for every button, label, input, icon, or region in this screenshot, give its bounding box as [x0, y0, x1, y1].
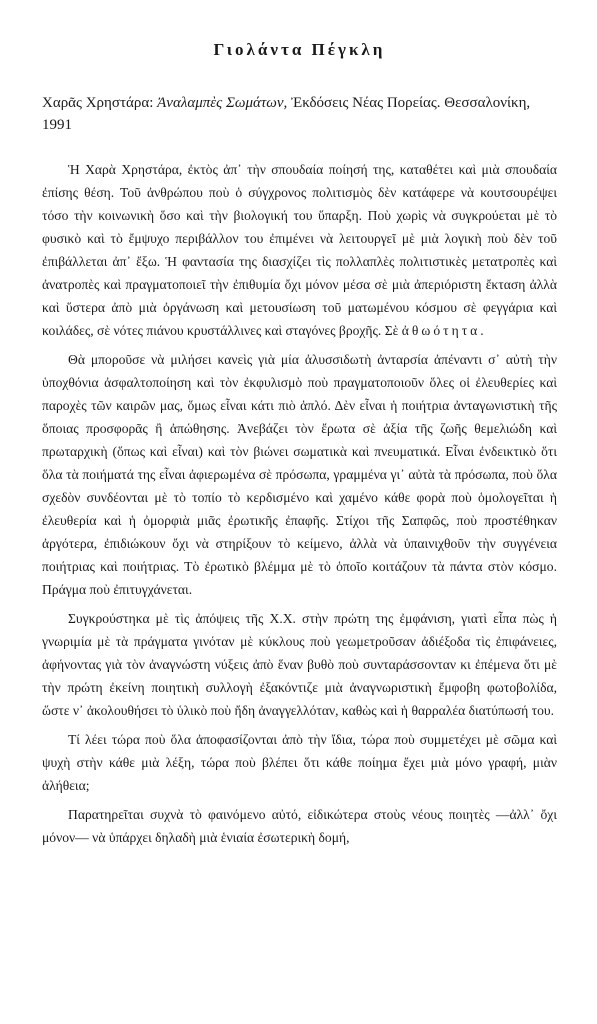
review-body — [42, 158, 557, 849]
paragraph-3: Συγκρούστηκα μὲ τὶς ἀπόψεις τῆς Χ.Χ. στὴν πρώτη της ἐμφάνιση, γιατὶ εἶπα πὼς ἡ γνωριμία μὲ τὰ πράγματα γινόταν μὲ κύκλους ποὺ γεωμετροῦσαν ἀδιέξοδα τὶς ἐπιφάνειες, ἀφήνοντας γιὰ τὸν ἀναγνώστη νύξεις ἀπὸ ἕναν βυθὸ ποὺ συνταράσσονταν κι ἐπέμενα ὅτι μὲ τὴν πρώτη ἐκείνη ποιητικὴ συλλογὴ ἐξακόντιζε μιὰ ἀναγνωριστικὴ ἔμφοβη φωτοβολίδα, ὥστε ν᾿ ἀκολουθήσει τὸ ὑλικὸ ποὺ ἤδη ἀναγγελλόταν, καθὼς καὶ ἡ θαρραλέα διατύπωσή του. — [42, 611, 557, 718]
book-author: Χαρᾶς Χρηστάρα: — [42, 95, 154, 111]
bibliographic-reference — [42, 92, 557, 136]
review-author: Γιολάντα Πέγκλη — [213, 40, 386, 59]
book-title: Ἀναλαμπὲς Σωμάτων, — [157, 95, 288, 111]
emphasis-word: ἀθωότητα. — [401, 323, 487, 338]
book-place-year: Θεσσαλονίκη, 1991 — [42, 95, 531, 133]
paragraph-1-text: Ἡ Χαρὰ Χρηστάρα, ἐκτὸς ἀπ᾿ τὴν σπουδαία ποίησή της, καταθέτει καὶ μιὰ σπουδαία ἐπίσης θέση. Τοῦ ἀνθρώπου ποὺ ὁ σύγχρονος πολιτισμὸς δὲν κατάφερε νὰ κουτσουρέψει τόσο τὴν κοινωνικὴ ὅσο καὶ τὴν βιολογική του ὕπαρξη. Ποὺ χωρὶς νὰ συγκρούεται μὲ τὸ φυσικὸ καὶ τὸ ἔμψυχο περιβάλλον του ἐπιμένει νὰ λειτουργεῖ μὲ μιὰ λογικὴ ποὺ δὲν τοῦ ἐπιβάλλεται ἀπ᾿ ἔξω. Ἡ φαντασία της διασχίζει τὶς πολλαπλὲς πολιτιστικὲς μετατροπὲς καὶ ἀνατροπὲς καὶ πραγματοποιεῖ τὴν ἐπιθυμία ὄχι μόνον μέσα σὲ μιὰ ἀπεριόριστη ἔκταση ἀλλὰ καὶ ὕστερα ἀπὸ μιὰ ὀργάνωση καὶ μετουσίωση τοῦ ματωμένου κόσμου σὲ φεγγάρια καὶ κοιλάδες, σὲ νότες πιάνου κρυστάλλινες καὶ σταγόνες βροχῆς. Σὲ — [42, 162, 557, 338]
paragraph-1 — [42, 158, 557, 342]
book-page — [42, 40, 557, 855]
book-publisher: Ἐκδόσεις Νέας Πορείας. — [291, 95, 441, 111]
paragraph-5: Παρατηρεῖται συχνὰ τὸ φαινόμενο αὐτό, εἰδικώτερα στοὺς νέους ποιητὲς —ἀλλ᾿ ὄχι μόνον— νὰ ὑπάρχει δηλαδὴ μιὰ ἑνιαία ἐσωτερικὴ δομή, — [42, 807, 557, 845]
paragraph-4: Τί λέει τώρα ποὺ ὅλα ἀποφασίζονται ἀπὸ τὴν ἴδια, τώρα ποὺ συμμετέχει μὲ σῶμα καὶ ψυχὴ στὴν κάθε μιὰ λέξη, τώρα ποὺ βλέπει ὅτι κάθε ποίημα ἔχει μιὰ μόνο γραφή, μιὰν ἀλήθεια; — [42, 732, 557, 793]
paragraph-2: Θὰ μποροῦσε νὰ μιλήσει κανεὶς γιὰ μία ἀλυσσιδωτὴ ἀνταρσία ἀπέναντι σ᾿ αὐτὴ τὴν ὑποχθόνια ἀσφαλτοποίηση καὶ τὸν ἐκφυλισμὸ ποὺ πραγματοποιοῦν ὅλες οἱ ἐλευθερίες καὶ παροχὲς τῶν καιρῶν μας, ὅμως εἶναι κάτι πιὸ ἁπλό. Δὲν εἶναι ἡ ποιήτρια ἀνταγωνιστικὴ τῆς ὅποιας προσφορᾶς ἢ ἀπώθησης. Ἀνεβάζει τὸν ἔρωτα σὲ ἀξία τῆς ζωῆς θεμελιώδη καὶ πρωταρχικὴ (ὅπως καὶ εἶναι) καὶ τὸν βιώνει σωματικὰ καὶ πνευματικά. Εἶναι ἐνδεικτικὸ ὅτι ὅλα τὰ ποιήματά της εἶναι ἀφιερωμένα σὲ πρόσωπα, γραμμένα γι᾿ αὐτὰ τὰ πρόσωπα, ποὺ ὅλα σχεδὸν συνδέονται μὲ τὸ τοπίο τὸ κερδισμένο καὶ χαμένο κάθε φορὰ ποὺ ὁμολογεῖται ἡ ἐλευθερία καὶ ἡ ὀμορφιὰ μιᾶς ἐρωτικῆς ἐπαφῆς. Στίχοι τῆς Σαπφῶς, ποὺ προστέθηκαν ἀργότερα, ἐπιδιώκουν ὄχι νὰ στηρίξουν τὸ κείμενο, ἀλλὰ νὰ ὑπαινιχθοῦν τὴν συγγένεια ποιήτριας καὶ ποιήτριας. Τὸ ἐρωτικὸ βλέμμα μὲ τὸ ὁποῖο κοιτάζουν τὰ πάντα στὸν κόσμο. Πράγμα ποὺ ἐπιτυγχάνεται. — [42, 352, 557, 597]
